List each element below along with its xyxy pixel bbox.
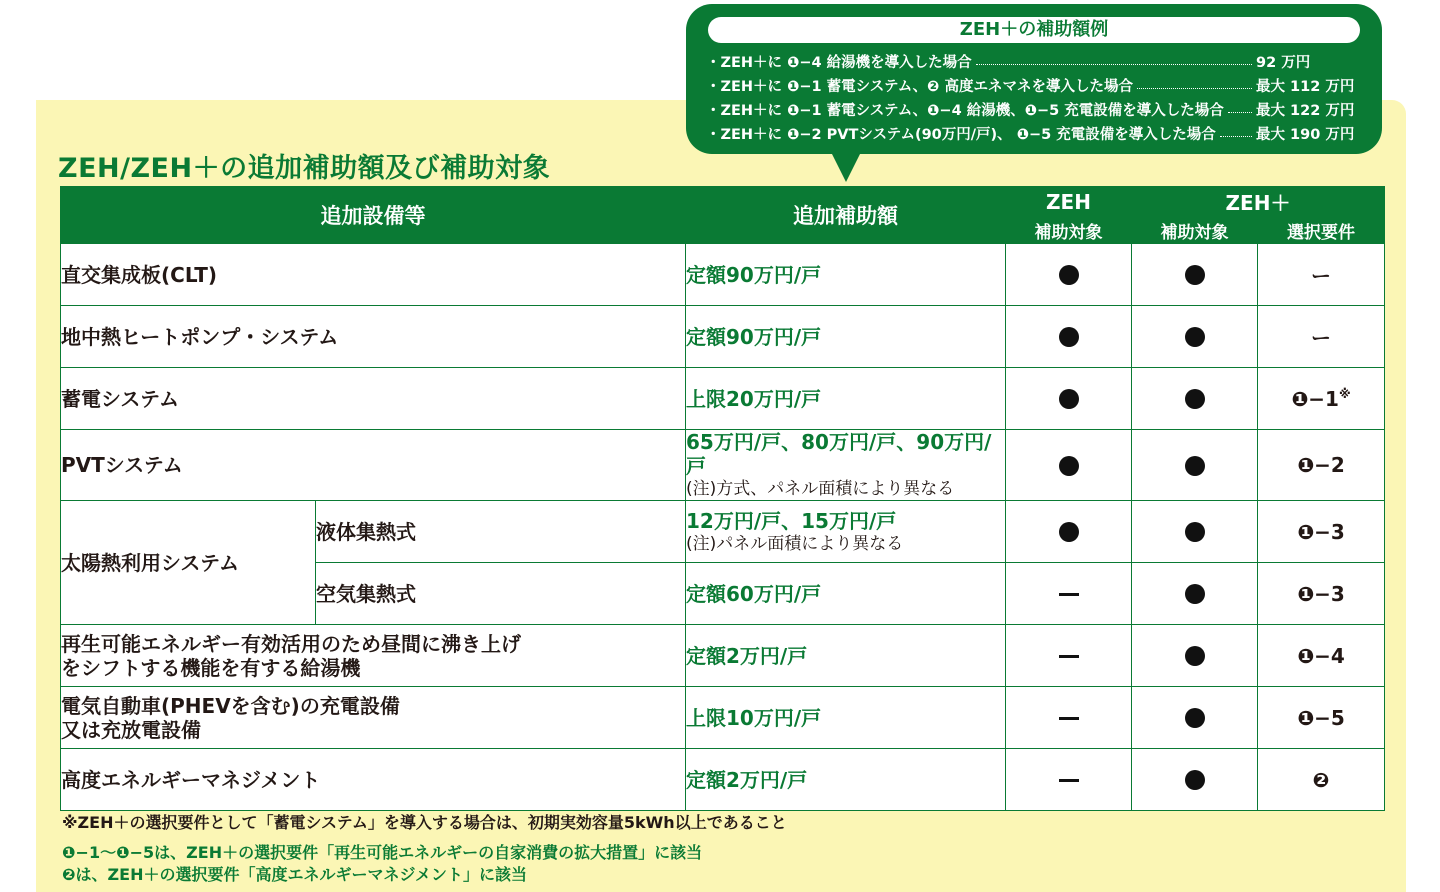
- header-zehp-target: 補助対象: [1132, 217, 1258, 244]
- zehp-target-cell: [1132, 368, 1258, 430]
- zehp-target-cell: [1132, 501, 1258, 563]
- row-group-item: 太陽熱利用システム: [61, 501, 316, 625]
- leader-dots: [1220, 136, 1252, 137]
- row-item: 直交集成板(CLT): [61, 244, 686, 306]
- zehp-target-cell: [1132, 625, 1258, 687]
- filled-circle-icon: [1185, 708, 1205, 728]
- row-item: [61, 687, 686, 749]
- number-1-icon: ❶: [116, 843, 130, 862]
- zehp-target-cell: [1132, 687, 1258, 749]
- header-zeh-target: 補助対象: [1006, 217, 1132, 244]
- leader-dots: [1137, 88, 1252, 89]
- zeh-target-cell: [1006, 430, 1132, 501]
- requirement-number-icon: ❶: [1297, 519, 1315, 544]
- zeh-target-cell: [1006, 368, 1132, 430]
- table-row: [61, 501, 1385, 563]
- subsidy-table: [60, 186, 1385, 811]
- callout-pointer: [830, 150, 862, 182]
- table-row: [61, 244, 1385, 306]
- requirement-suffix: −2: [1314, 453, 1345, 477]
- table-row: [61, 749, 1385, 811]
- filled-circle-icon: [1059, 327, 1079, 347]
- amount-note: (注)パネル面積により異なる: [686, 533, 904, 554]
- table-row: [61, 687, 1385, 749]
- requirement-number-icon: ❶: [1297, 453, 1315, 477]
- dash-icon: [1059, 655, 1079, 658]
- filled-circle-icon: [1185, 646, 1205, 666]
- item-line-2: 又は充放電設備: [61, 717, 201, 742]
- filled-circle-icon: [1185, 265, 1205, 285]
- callout-example-3: [706, 97, 1366, 121]
- zehp-target-cell: [1132, 244, 1258, 306]
- header-zeh-plus: ZEH＋: [1132, 187, 1385, 217]
- requirement-cell: [1258, 430, 1385, 501]
- page-title: ZEH/ZEH＋の追加補助額及び補助対象: [58, 153, 551, 184]
- footnote-range: −1〜: [75, 843, 117, 862]
- table-row: [61, 368, 1385, 430]
- example-text: ・ZEH＋に ❶−2 PVTシステム(90万円/戸)、 ❶−5 充電設備を導入した場合: [706, 126, 1216, 143]
- zeh-target-cell: [1006, 749, 1132, 811]
- requirement-suffix: −4: [1314, 643, 1345, 668]
- row-item: PVTシステム: [61, 430, 686, 501]
- row-subitem: 空気集熱式: [316, 563, 686, 625]
- row-amount: 定額90万円/戸: [686, 244, 1006, 306]
- zeh-target-cell: [1006, 687, 1132, 749]
- example-amount: 最大 122 万円: [1256, 102, 1355, 119]
- amount-value: 12万円/戸、15万円/戸: [686, 508, 897, 533]
- table-row: [61, 430, 1385, 501]
- requirement-number-icon: ❶: [1297, 643, 1315, 668]
- row-item: 蓄電システム: [61, 368, 686, 430]
- filled-circle-icon: [1185, 327, 1205, 347]
- zeh-target-cell: [1006, 501, 1132, 563]
- zeh-target-cell: [1006, 563, 1132, 625]
- footnote-text: は、ZEH＋の選択要件「高度エネルギーマネジメント」に該当: [75, 865, 527, 884]
- callout-title: ZEH＋の補助額例: [708, 17, 1360, 43]
- amount-note: (注)方式、パネル面積により異なる: [686, 479, 955, 499]
- example-amount: 最大 112 万円: [1256, 78, 1355, 95]
- filled-circle-icon: [1059, 522, 1079, 542]
- example-text: ・ZEH＋に ❶−1 蓄電システム、❶−4 給湯機、❶−5 充電設備を導入した場合: [706, 102, 1224, 119]
- row-amount: 定額60万円/戸: [686, 563, 1006, 625]
- dash-icon: [1059, 717, 1079, 720]
- amount-value: 65万円/戸、80万円/戸、90万円/戸: [686, 430, 992, 478]
- row-amount: [686, 501, 1006, 563]
- example-amount: 92 万円: [1256, 54, 1311, 71]
- zeh-target-cell: [1006, 306, 1132, 368]
- callout-example-1: [706, 49, 1366, 73]
- requirement-cell: [1258, 368, 1385, 430]
- leader-dots: [976, 64, 1252, 65]
- requirement-cell: ー: [1258, 244, 1385, 306]
- example-amount: 最大 190 万円: [1256, 126, 1355, 143]
- footnote-battery: ※ZEH＋の選択要件として「蓄電システム」を導入する場合は、初期実効容量5kWh以上であること: [62, 813, 787, 832]
- number-1-icon: ❶: [62, 843, 76, 862]
- requirement-suffix: −3: [1314, 581, 1345, 606]
- footnote-energy-management: [62, 862, 527, 885]
- dash-icon: [1059, 779, 1079, 782]
- footnote-mark: ※: [1338, 386, 1351, 401]
- requirement-cell: ー: [1258, 306, 1385, 368]
- footnote-text: −5は、ZEH＋の選択要件「再生可能エネルギーの自家消費の拡大措置」に該当: [129, 843, 703, 862]
- header-zehp-requirement: 選択要件: [1258, 217, 1385, 244]
- filled-circle-icon: [1185, 584, 1205, 604]
- row-amount: 上限20万円/戸: [686, 368, 1006, 430]
- header-equipment: 追加設備等: [61, 187, 686, 244]
- filled-circle-icon: [1185, 389, 1205, 409]
- filled-circle-icon: [1185, 522, 1205, 542]
- table-row: [61, 625, 1385, 687]
- zehp-target-cell: [1132, 430, 1258, 501]
- requirement-cell: [1258, 625, 1385, 687]
- zehp-target-cell: [1132, 306, 1258, 368]
- row-amount: 定額90万円/戸: [686, 306, 1006, 368]
- zeh-target-cell: [1006, 244, 1132, 306]
- leader-dots: [1228, 112, 1252, 113]
- footnote-renewable: [62, 840, 702, 863]
- filled-circle-icon: [1059, 265, 1079, 285]
- filled-circle-icon: [1059, 389, 1079, 409]
- row-amount: [686, 430, 1006, 501]
- row-amount: 定額2万円/戸: [686, 625, 1006, 687]
- row-amount: 上限10万円/戸: [686, 687, 1006, 749]
- header-zeh: ZEH: [1006, 187, 1132, 217]
- example-text: ・ZEH＋に ❶−1 蓄電システム、❷ 高度エネマネを導入した場合: [706, 78, 1133, 95]
- row-item: [61, 625, 686, 687]
- requirement-suffix: −1: [1308, 386, 1339, 411]
- callout-example-4: [706, 121, 1366, 145]
- requirement-number-icon: ❶: [1297, 705, 1315, 730]
- row-item: 高度エネルギーマネジメント: [61, 749, 686, 811]
- item-line-2: をシフトする機能を有する給湯機: [61, 655, 361, 680]
- filled-circle-icon: [1185, 456, 1205, 476]
- callout-example-2: [706, 73, 1366, 97]
- requirement-cell: [1258, 501, 1385, 563]
- requirement-cell: [1258, 563, 1385, 625]
- requirement-suffix: −3: [1314, 519, 1345, 544]
- dash-icon: [1059, 593, 1079, 596]
- requirement-cell: [1258, 749, 1385, 811]
- requirement-suffix: −5: [1314, 705, 1345, 730]
- filled-circle-icon: [1059, 456, 1079, 476]
- zehp-target-cell: [1132, 749, 1258, 811]
- zeh-target-cell: [1006, 625, 1132, 687]
- requirement-number-icon: ❷: [1312, 767, 1330, 792]
- header-amount: 追加補助額: [686, 187, 1006, 244]
- number-2-icon: ❷: [62, 865, 76, 884]
- requirement-cell: [1258, 687, 1385, 749]
- table-row: [61, 306, 1385, 368]
- row-subitem: 液体集熱式: [316, 501, 686, 563]
- requirement-number-icon: ❶: [1297, 581, 1315, 606]
- row-amount: 定額2万円/戸: [686, 749, 1006, 811]
- filled-circle-icon: [1185, 770, 1205, 790]
- item-line-1: 再生可能エネルギー有効活用のため昼間に沸き上げ: [61, 631, 521, 656]
- row-item: 地中熱ヒートポンプ・システム: [61, 306, 686, 368]
- zehp-target-cell: [1132, 563, 1258, 625]
- example-text: ・ZEH＋に ❶−4 給湯機を導入した場合: [706, 54, 972, 71]
- item-line-1: 電気自動車(PHEVを含む)の充電設備: [61, 693, 400, 718]
- requirement-number-icon: ❶: [1291, 386, 1309, 411]
